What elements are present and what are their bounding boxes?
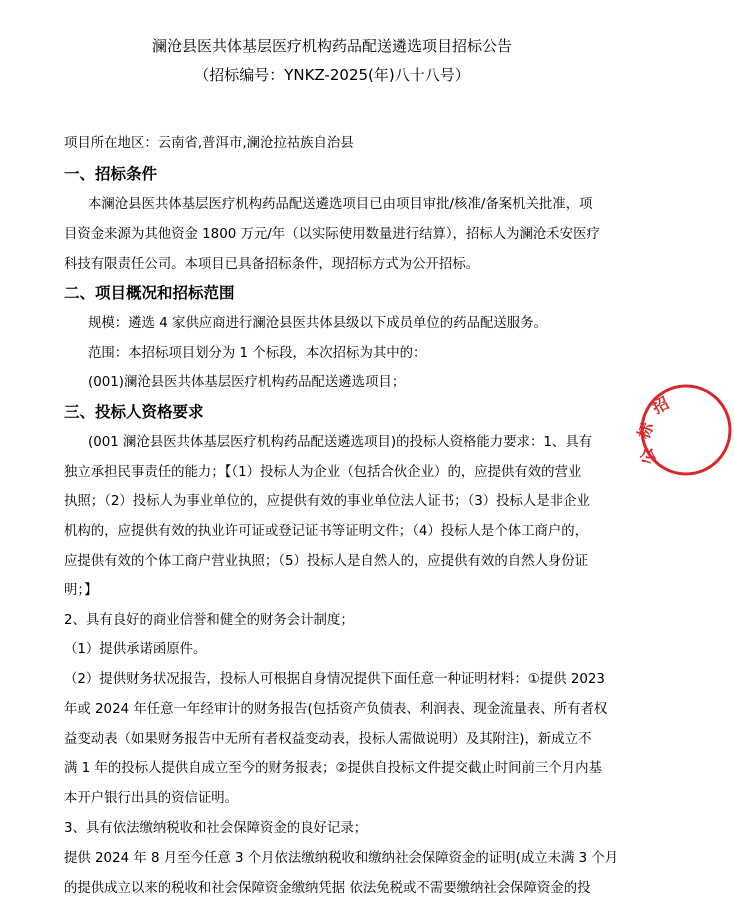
paragraph-line: 提供 2024 年 8 月至今任意 3 个月依法缴纳税收和缴纳社会保障资金的证明(成立未满 3 个月: [64, 851, 619, 866]
section-heading-1: 一、招标条件: [64, 165, 158, 183]
paragraph-line: 机构的，应提供有效的执业许可证或登记证书等证明文件；（4）投标人是个体工商户的，: [64, 524, 589, 539]
paragraph-line: 年或 2024 年任意一年经审计的财务报告(包括资产负债表、利润表、现金流量表、所有者权: [64, 702, 608, 717]
document-title: 澜沧县医共体基层医疗机构药品配送遴选项目招标公告: [151, 37, 512, 55]
paragraph-line: 益变动表（如果财务报告中无所有者权益变动表，投标人需做说明）及其附注)，新成立不: [64, 732, 592, 747]
svg-text:标: 标: [633, 419, 658, 442]
paragraph-line: 2、具有良好的商业信誉和健全的财务会计制度；: [64, 613, 354, 628]
paragraph-line: 本澜沧县医共体基层医疗机构药品配送遴选项目已由项目审批/核准/备案机关批准，项: [88, 197, 593, 212]
paragraph-line: 应提供有效的个体工商户营业执照；（5）投标人是自然人的，应提供有效的自然人身份证: [64, 554, 589, 569]
paragraph-line: 3、具有依法缴纳税收和社会保障资金的良好记录；: [64, 821, 368, 836]
paragraph-line: 范围：本招标项目划分为 1 个标段，本次招标为其中的：: [88, 346, 427, 361]
section-heading-2: 二、项目概况和招标范围: [64, 284, 235, 302]
section-heading-3: 三、投标人资格要求: [64, 403, 204, 421]
paragraph-line: (001)澜沧县医共体基层医疗机构药品配送遴选项目；: [88, 375, 406, 390]
location-line: 项目所在地区：云南省,普洱市,澜沧拉祜族自治县: [64, 136, 354, 151]
official-seal-stamp: [633, 382, 734, 478]
document-subtitle: （招标编号：YNKZ-2025(年)八十八号）: [194, 66, 470, 84]
paragraph-line: 独立承担民事责任的能力；【（1）投标人为企业（包括合伙企业）的，应提供有效的营业: [64, 465, 582, 480]
paragraph-line: 执照；（2）投标人为事业单位的，应提供有效的事业单位法人证书；（3）投标人是非企业: [64, 494, 590, 509]
svg-text:招: 招: [648, 393, 673, 418]
paragraph-line: 科技有限责任公司。本项目已具备招标条件，现招标方式为公开招标。: [64, 257, 480, 272]
svg-text:公: 公: [636, 445, 660, 468]
paragraph-line: 目资金来源为其他资金 1800 万元/年（以实际使用数量进行结算），招标人为澜沧禾安医疗: [64, 227, 600, 242]
paragraph-line: 规模：遴选 4 家供应商进行澜沧县医共体县级以下成员单位的药品配送服务。: [88, 316, 547, 331]
paragraph-line: 满 1 年的投标人提供自成立至今的财务报表；②提供自投标文件提交截止时间前三个月内基: [64, 761, 602, 776]
paragraph-line: 明；】: [64, 583, 98, 598]
paragraph-line: 的提供成立以来的税收和社会保障资金缴纳凭据 依法免税或不需要缴纳社会保障资金的投: [64, 881, 591, 896]
paragraph-line: 本开户银行出具的资信证明。: [64, 791, 239, 806]
paragraph-line: （1）提供承诺函原件。: [64, 642, 207, 657]
paragraph-line: （2）提供财务状况报告，投标人可根据自身情况提供下面任意一种证明材料：①提供 2023: [64, 672, 605, 687]
paragraph-line: (001 澜沧县医共体基层医疗机构药品配送遴选项目)的投标人资格能力要求：1、具有: [88, 435, 593, 450]
